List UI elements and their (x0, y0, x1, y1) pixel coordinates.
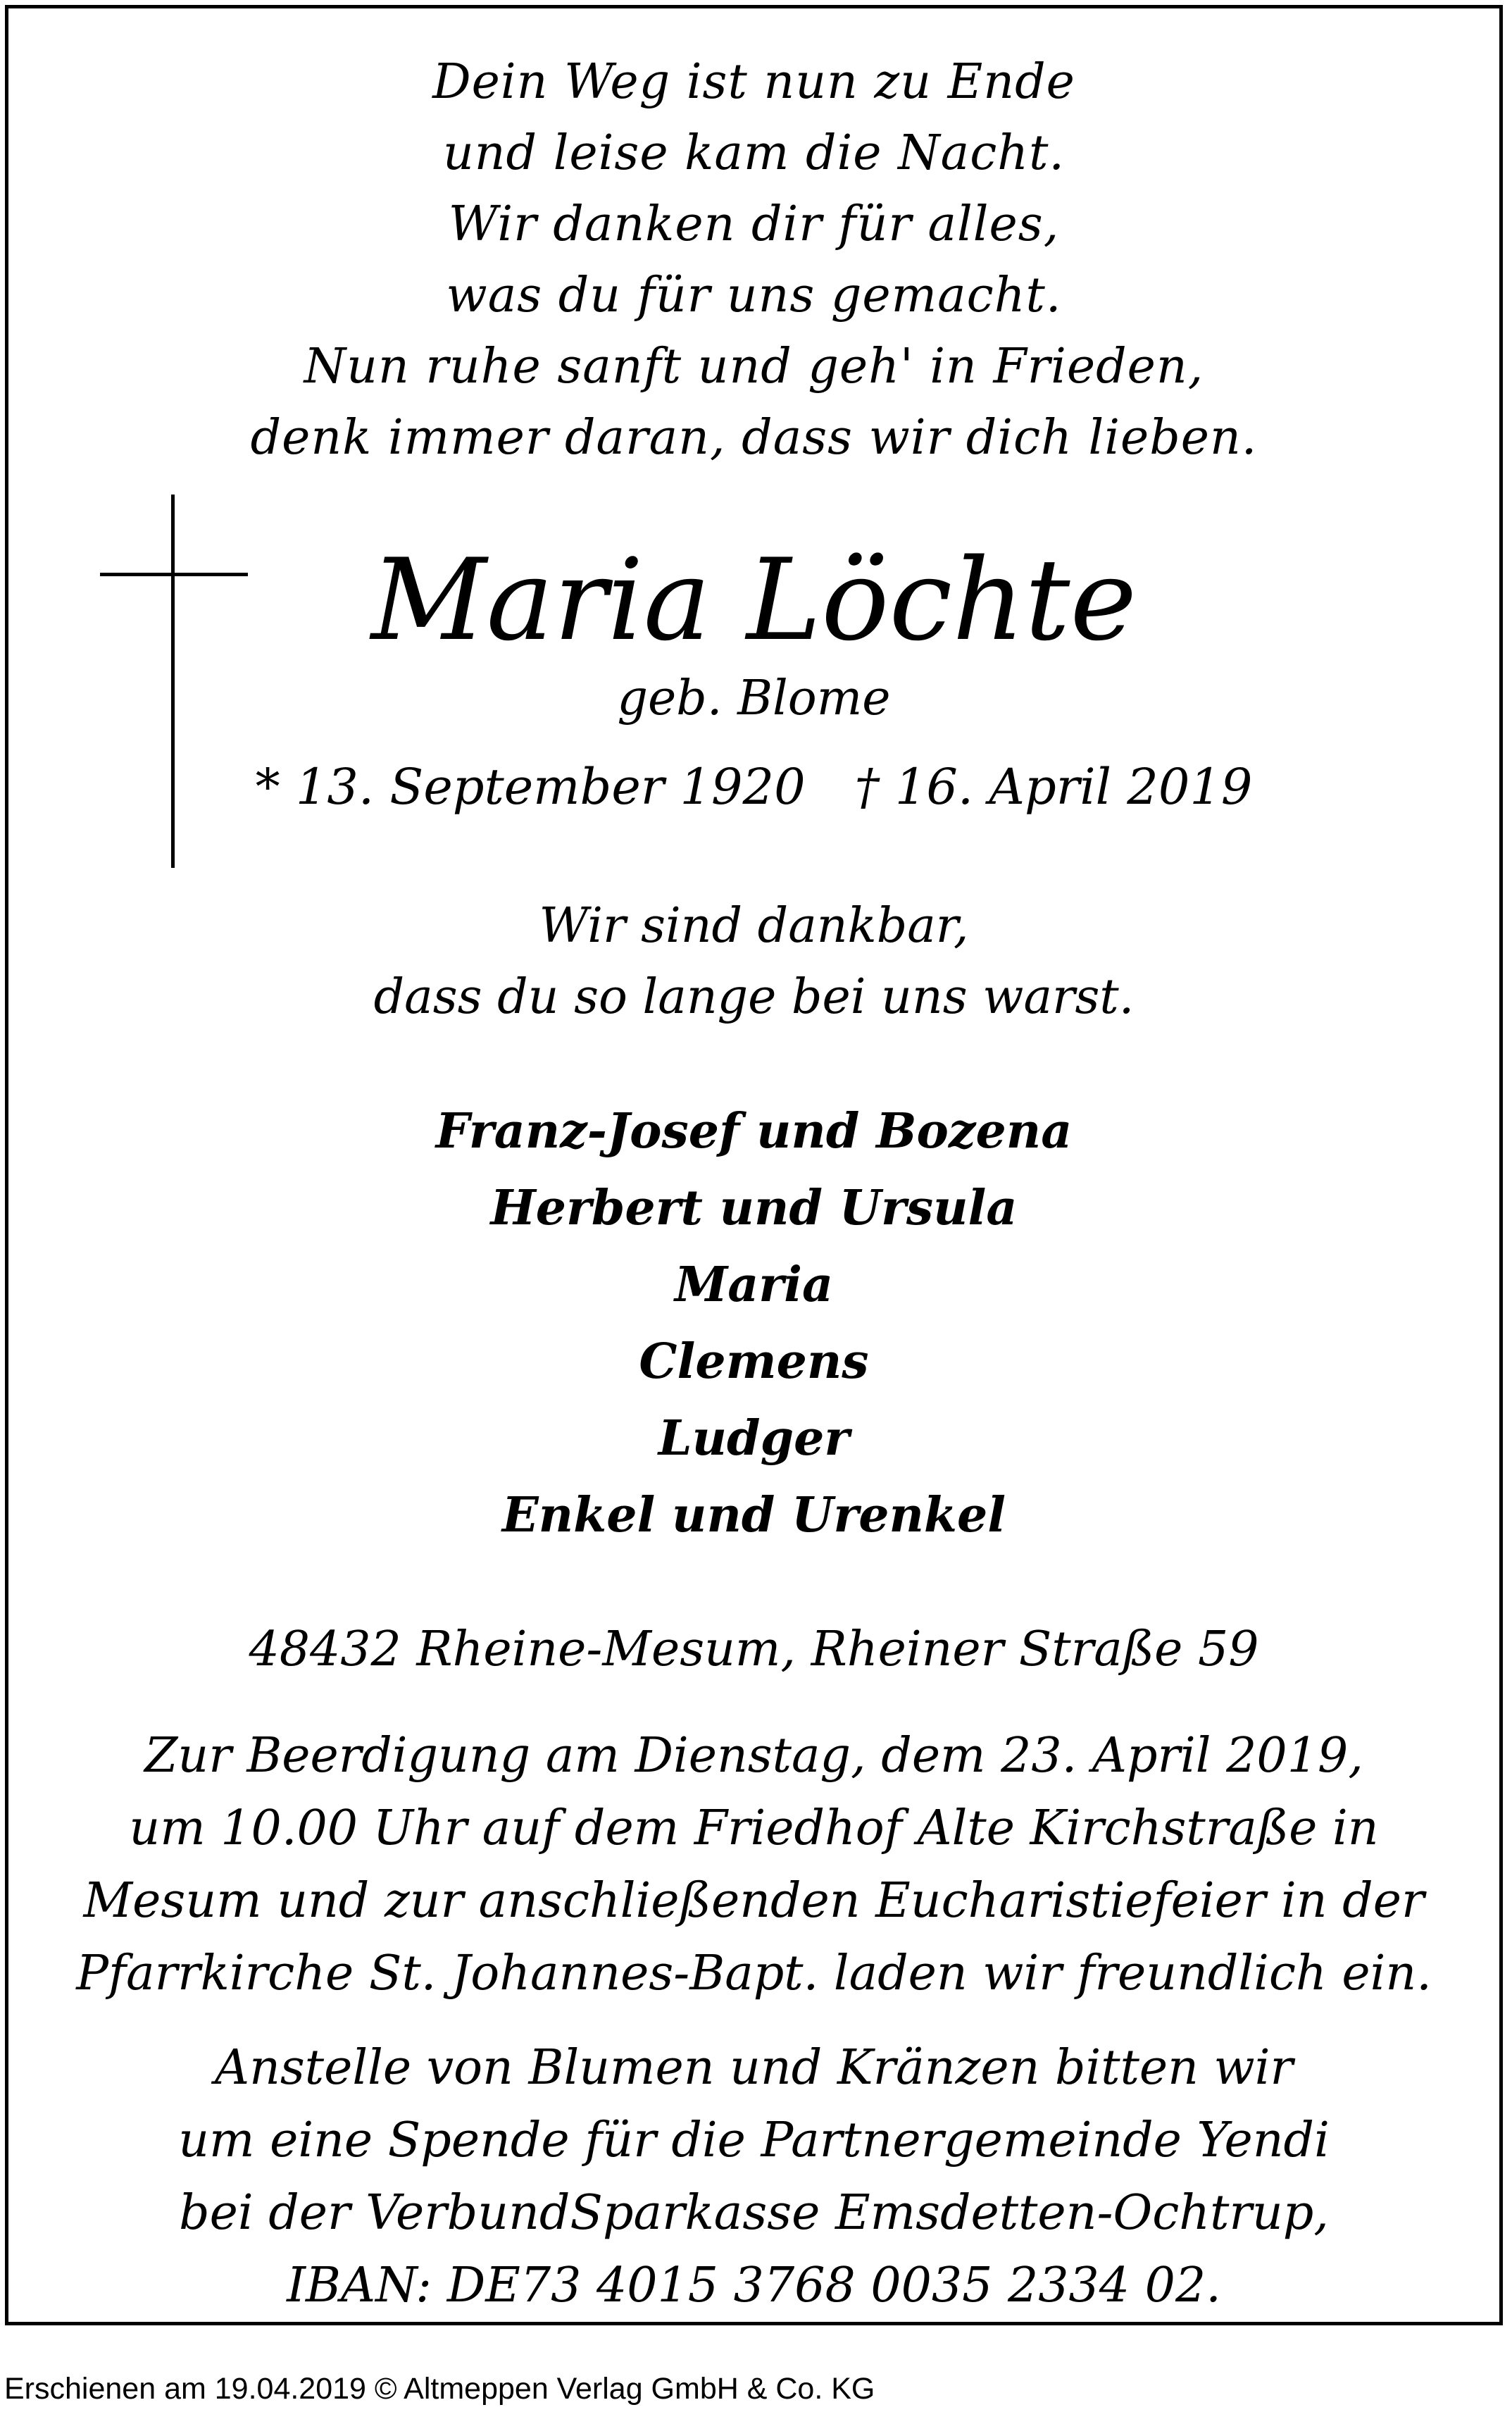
funeral-line: um 10.00 Uhr auf dem Friedhof Alte Kirchstraße in (129, 1801, 1379, 1856)
publication-footer: Erschienen am 19.04.2019 © Altmeppen Verlag GmbH & Co. KG (4, 2372, 875, 2406)
obituary-frame (5, 5, 1503, 2325)
mourner: Franz-Josef und Bozena (435, 1103, 1073, 1160)
thanks-text (8, 890, 1499, 1033)
mourner: Clemens (639, 1334, 869, 1390)
poem-line: was du für uns gemacht. (446, 268, 1062, 323)
mourners-list (8, 1093, 1499, 1554)
mourner: Ludger (658, 1410, 850, 1467)
donation-line: Anstelle von Blumen und Kränzen bitten wir (214, 2040, 1294, 2096)
donation-line: um eine Spende für die Partnergemeinde Yendi (178, 2113, 1330, 2168)
maiden-name: geb. Blome (617, 671, 891, 726)
donation-info (8, 2032, 1499, 2322)
deceased-name: Maria Löchte (370, 534, 1137, 666)
life-dates (8, 755, 1499, 819)
donation-line: bei der VerbundSparkasse Emsdetten-Ochtrup, (179, 2185, 1329, 2241)
address: 48432 Rheine-Mesum, Rheiner Straße 59 (249, 1622, 1259, 1677)
mourner: Herbert und Ursula (490, 1180, 1018, 1236)
death-date: † 16. April 2019 (854, 758, 1253, 816)
poem-line: Nun ruhe sanft und geh' in Frieden, (304, 339, 1204, 394)
mourner: Enkel und Urenkel (501, 1487, 1006, 1543)
thanks-line: Wir sind dankbar, (539, 898, 969, 954)
poem-line: Dein Weg ist nun zu Ende (432, 54, 1075, 110)
poem-line: und leise kam die Nacht. (442, 125, 1066, 181)
funeral-line: Mesum und zur anschließenden Eucharistiefeier in der (83, 1873, 1425, 1929)
poem (8, 46, 1499, 473)
poem-line: denk immer daran, dass wir dich lieben. (250, 410, 1258, 466)
birth-date: * 13. September 1920 (255, 758, 806, 816)
thanks-line: dass du so lange bei uns warst. (373, 969, 1135, 1025)
funeral-info (8, 1720, 1499, 2010)
funeral-line: Pfarrkirche St. Johannes-Bapt. laden wir freundlich ein. (76, 1946, 1432, 2001)
donation-line: IBAN: DE73 4015 3768 0035 2334 02. (287, 2258, 1221, 2313)
poem-line: Wir danken dir für alles, (448, 197, 1060, 252)
mourner: Maria (674, 1257, 834, 1313)
funeral-line: Zur Beerdigung am Dienstag, dem 23. April 2019, (144, 1728, 1363, 1784)
